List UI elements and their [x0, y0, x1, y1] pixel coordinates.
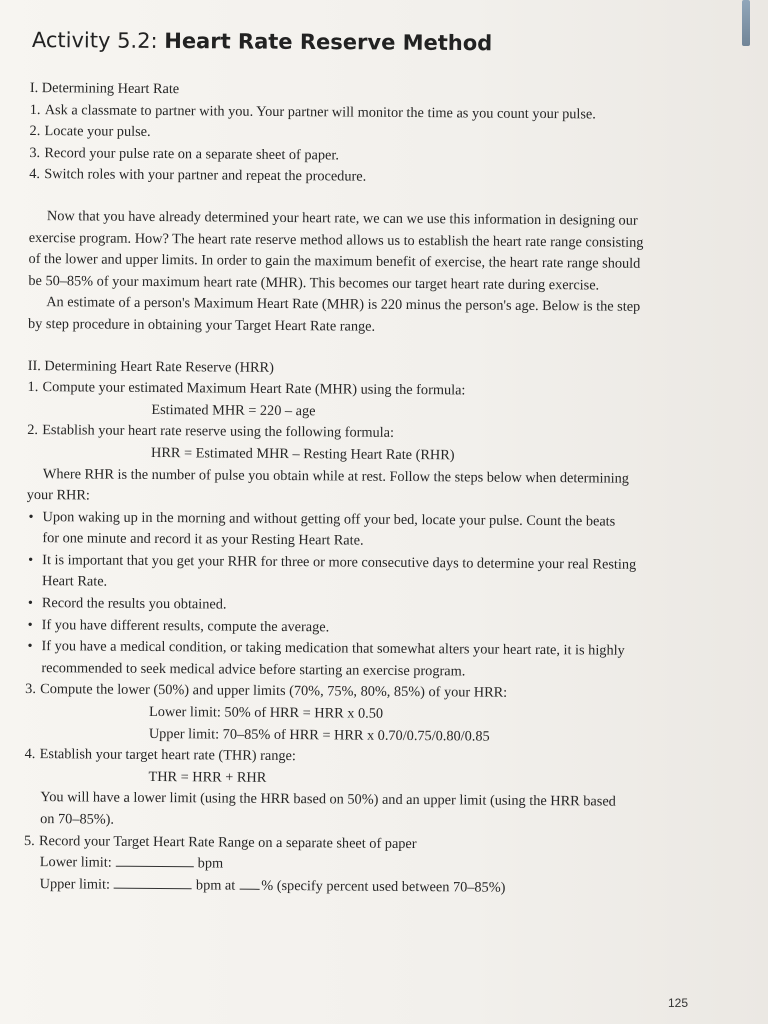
hrr-formula: HRR = Estimated MHR – Resting Heart Rate (RHR)	[150, 444, 455, 464]
section1-item-2: 2. Locate your pulse.	[29, 123, 151, 141]
page-edge-tab	[742, 0, 750, 46]
intro-line-6: by step procedure in obtaining your Target Heart Rate range.	[28, 315, 376, 335]
activity-body	[24, 78, 690, 901]
bullet-item-cont: Heart Rate.	[41, 573, 108, 591]
section2-step-1: 1. Compute your estimated Maximum Heart Rate (MHR) using the formula:	[27, 379, 466, 399]
lower-limit-blank-row: Lower limit: bpm	[39, 854, 224, 872]
bullet-item: • It is important that you get your RHR for three or more consecutive days to determine your real Resting	[28, 551, 637, 573]
section2-step-2: 2. Establish your heart rate reserve using the following formula:	[27, 422, 395, 442]
bullet-item: • If you have different results, compute the average.	[27, 616, 330, 636]
upper-limit-formula: Upper limit: 70–85% of HRR = HRR x 0.70/0.75/0.80/0.85	[148, 725, 490, 745]
section1-item-3: 3. Record your pulse rate on a separate sheet of paper.	[29, 144, 340, 164]
section1-item-1: 1. Ask a classmate to partner with you. Your partner will monitor the time as you count your pulse.	[29, 101, 596, 123]
intro-line-1: Now that you have already determined your heart rate, we can we use this information in designing our	[46, 208, 638, 229]
percent-blank[interactable]	[239, 875, 259, 889]
section1-heading: I. Determining Heart Rate	[29, 79, 180, 98]
bullet-item-cont: recommended to seek medical advice before starting an exercise program.	[41, 659, 466, 680]
lower-limit-blank[interactable]	[116, 853, 194, 868]
section2-step-4: 4. Establish your target heart rate (THR) range:	[24, 746, 296, 765]
intro-line-3: of the lower and upper limits. In order to gain the maximum benefit of exercise, the heart rate range should	[28, 251, 641, 272]
mhr-formula: Estimated MHR = 220 – age	[151, 401, 316, 419]
rhr-explanation-2: your RHR:	[26, 487, 90, 504]
bullet-item: • If you have a medical condition, or taking medication that somewhat alters your heart rate, it is highly	[27, 638, 625, 659]
thr-note-1: You will have a lower limit (using the HRR based on 50%) and an upper limit (using the HRR based	[40, 789, 616, 811]
section2-step-3: 3. Compute the lower (50%) and upper limits (70%, 75%, 80%, 85%) of your HRR:	[25, 681, 508, 702]
upper-limit-blank[interactable]	[114, 874, 192, 889]
bullet-item-cont: for one minute and record it as your Resting Heart Rate.	[42, 530, 364, 549]
upper-limit-blank-row: Upper limit: bpm at % (specify percent used between 70–85%)	[39, 875, 506, 896]
thr-note-2: on 70–85%).	[40, 811, 115, 828]
intro-line-2: exercise program. How? The heart rate reserve method allows us to establish the heart rate range consisting	[28, 229, 644, 251]
bullet-item: • Upon waking up in the morning and without getting off your bed, locate your pulse. Count the beats	[28, 508, 616, 530]
activity-title	[32, 28, 493, 55]
lower-limit-formula: Lower limit: 50% of HRR = HRR x 0.50	[148, 703, 384, 722]
bullet-item: • Record the results you obtained.	[27, 595, 227, 613]
section2-step-5: 5. Record your Target Heart Rate Range on a separate sheet of paper	[23, 832, 417, 852]
intro-line-4: be 50–85% of your maximum heart rate (MHR). This becomes our target heart rate during exercise.	[28, 272, 600, 294]
page-number: 125	[668, 996, 689, 1010]
intro-line-5: An estimate of a person's Maximum Heart Rate (MHR) is 220 minus the person's age. Below is the step	[46, 294, 641, 316]
activity-name: Heart Rate Reserve Method	[164, 28, 493, 56]
rhr-explanation-1: Where RHR is the number of pulse you obtain while at rest. Follow the steps below when determining	[42, 465, 630, 487]
thr-formula: THR = HRR + RHR	[148, 768, 267, 786]
section1-item-4: 4. Switch roles with your partner and repeat the procedure.	[29, 166, 367, 186]
section2-heading: II. Determining Heart Rate Reserve (HRR)	[27, 357, 274, 376]
activity-number: Activity 5.2:	[31, 28, 158, 53]
